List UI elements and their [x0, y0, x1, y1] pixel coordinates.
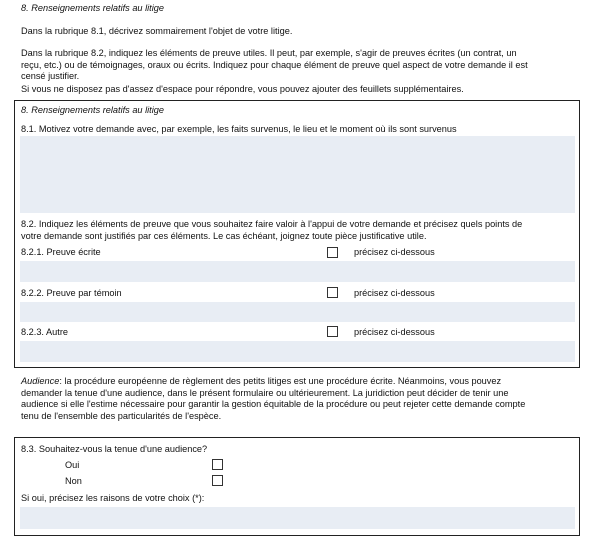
- evidence-written-label: 8.2.1. Preuve écrite: [21, 247, 101, 257]
- intro-paragraph-2-line: censé justifier.: [21, 71, 80, 81]
- question-8-2-label: [21, 219, 522, 242]
- evidence-witness-checkbox[interactable]: [327, 287, 338, 298]
- question-8-1-label: 8.1. Motivez votre demande avec, par exemple, les faits survenus, le lieu et le moment où ils sont survenus: [21, 124, 457, 134]
- evidence-other-input[interactable]: [20, 341, 575, 362]
- audience-term: Audience: [21, 376, 60, 386]
- audience-note-line: audience si elle l'estime nécessaire pour garantir la gestion équitable de la procédure ou peut rejeter cette demande compte: [21, 399, 526, 409]
- audience-note-line: demander la tenue d'une audience, dans le présent formulaire ou ultérieurement. La juridiction peut décider de tenir une: [21, 387, 509, 398]
- evidence-other-checkbox[interactable]: [327, 326, 338, 337]
- audience-note-text: : la procédure européenne de règlement des petits litiges est une procédure écrite. Néanmoins, vous pouvez: [59, 376, 502, 386]
- evidence-witness-label: 8.2.2. Preuve par témoin: [21, 288, 122, 298]
- evidence-written-checkbox[interactable]: [327, 247, 338, 258]
- question-8-3-label: 8.3. Souhaitez-vous la tenue d'une audience?: [21, 444, 208, 454]
- option-yes-label: Oui: [65, 460, 80, 470]
- audience-note: [21, 376, 525, 422]
- option-yes-checkbox[interactable]: [212, 459, 223, 470]
- question-8-2-line: votre demande sont justifiés par ces éléments. Le cas échéant, joignez toute pièce justificative utile.: [21, 230, 427, 241]
- intro-paragraph-2: [21, 48, 528, 83]
- reasons-input[interactable]: [20, 507, 575, 529]
- intro-paragraph-2-line: Dans la rubrique 8.2, indiquez les éléments de preuve utiles. Il peut, par exemple, s'agir de preuves écrites (un contrat, un: [21, 48, 517, 58]
- audience-note-line: tenu de l'ensemble des particularités de l'espèce.: [21, 410, 222, 421]
- intro-paragraph-1: Dans la rubrique 8.1, décrivez sommairement l'objet de votre litige.: [21, 26, 293, 36]
- evidence-other-label: 8.2.3. Autre: [21, 327, 68, 337]
- evidence-written-hint: précisez ci-dessous: [354, 247, 435, 257]
- box-title: 8. Renseignements relatifs au litige: [21, 105, 164, 115]
- question-8-1-input[interactable]: [20, 136, 575, 213]
- question-8-2-line: 8.2. Indiquez les éléments de preuve que vous souhaitez faire valoir à l'appui de votre demande et précisez quels points de: [21, 219, 523, 229]
- intro-paragraph-2-line: reçu, etc.) ou de témoignages, oraux ou écrits. Indiquez pour chaque élément de preuve quel aspect de votre demande il est: [21, 59, 528, 70]
- evidence-witness-input[interactable]: [20, 302, 575, 322]
- evidence-other-hint: précisez ci-dessous: [354, 327, 435, 337]
- option-no-checkbox[interactable]: [212, 475, 223, 486]
- intro-paragraph-3: Si vous ne disposez pas d'assez d'espace pour répondre, vous pouvez ajouter des feuillets supplémentaires.: [21, 84, 464, 94]
- option-no-label: Non: [65, 476, 82, 486]
- evidence-witness-hint: précisez ci-dessous: [354, 288, 435, 298]
- reasons-label: Si oui, précisez les raisons de votre choix (*):: [21, 493, 205, 503]
- section-heading: 8. Renseignements relatifs au litige: [21, 3, 164, 13]
- evidence-written-input[interactable]: [20, 261, 575, 282]
